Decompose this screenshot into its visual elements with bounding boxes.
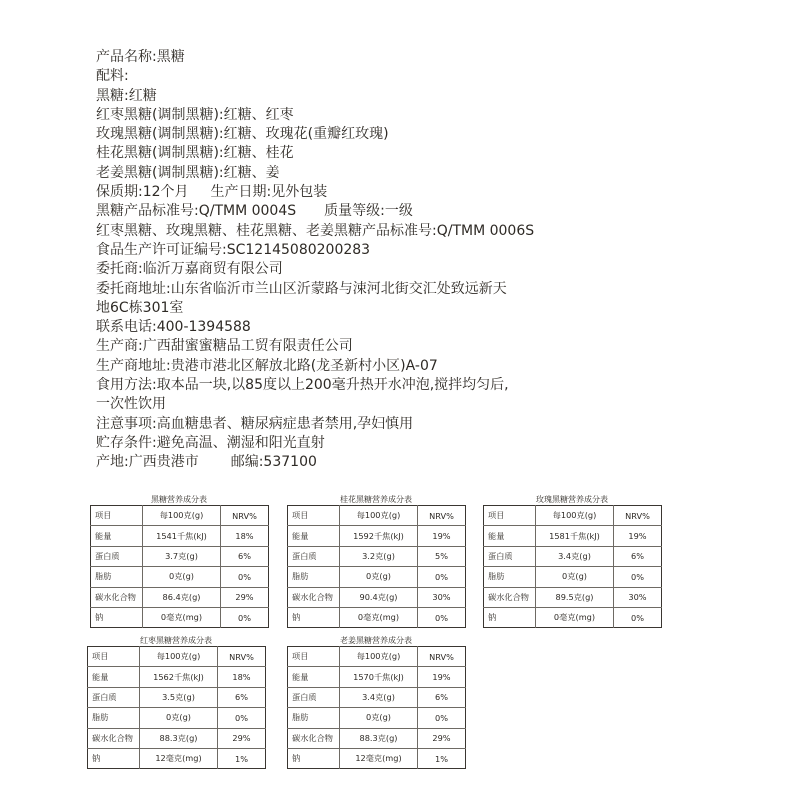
table-row — [484, 567, 662, 587]
value-cell: 89.5克(g) — [536, 587, 614, 607]
header-cell: 每100克(g) — [140, 647, 218, 667]
header-cell: 项目 — [488, 510, 505, 521]
value-cell: 0毫克(mg) — [143, 607, 221, 627]
table-row — [484, 607, 662, 627]
ingredient-line: 红枣黑糖(调制黑糖):红糖、红枣 — [96, 106, 294, 123]
value-cell: 0克(g) — [340, 567, 418, 587]
value-cell: 88.3克(g) — [340, 728, 418, 748]
manufacturer: 生产商:广西甜蜜蜜糖品工贸有限责任公司 — [96, 338, 353, 355]
item-cell: 蛋白质 — [288, 546, 340, 566]
value-cell: 1562千焦(kJ) — [140, 667, 218, 687]
nutrition-table-plain — [90, 494, 268, 628]
item-cell: 碳水化合物 — [288, 728, 340, 748]
value-cell: 12毫克(mg) — [340, 748, 418, 768]
table-row — [88, 687, 266, 707]
header-cell: 每100克(g) — [340, 506, 418, 526]
table-row — [288, 728, 466, 748]
nutrition-table — [287, 646, 466, 769]
table-row — [91, 526, 269, 546]
item-cell: 钠 — [484, 607, 536, 627]
header-cell: 项目 — [92, 651, 109, 662]
nutrition-table-jujube — [87, 635, 265, 769]
info-line: 红枣黑糖、玫瑰黑糖、桂花黑糖、老姜黑糖产品标准号:Q/TMM 0006S — [96, 222, 535, 239]
value-cell: 0克(g) — [143, 567, 221, 587]
nrv-cell: 0% — [418, 607, 466, 627]
nrv-cell: 1% — [418, 748, 466, 768]
item-cell: 碳水化合物 — [288, 587, 340, 607]
ingredient-line: 老姜黑糖(调制黑糖):红糖、姜 — [96, 164, 280, 181]
product-info — [96, 48, 656, 473]
table-header-row — [91, 506, 269, 526]
client-name: 委托商:临沂万嘉商贸有限公司 — [96, 261, 283, 278]
item-cell: 脂肪 — [88, 708, 140, 728]
nutrition-table — [87, 646, 266, 769]
header-cell: 项目 — [95, 510, 112, 521]
table-title: 桂花黑糖营养成分表 — [340, 495, 412, 504]
production-date: 生产日期:见外包装 — [210, 184, 328, 201]
nrv-cell: 29% — [418, 728, 466, 748]
header-cell: 项目 — [292, 510, 309, 521]
nrv-cell: 30% — [614, 587, 662, 607]
item-cell: 碳水化合物 — [91, 587, 143, 607]
table-row — [88, 708, 266, 728]
quality-grade: 质量等级:一级 — [324, 203, 413, 220]
item-cell: 脂肪 — [288, 567, 340, 587]
contact-phone: 联系电话:400-1394588 — [96, 319, 251, 336]
nrv-cell: 6% — [614, 546, 662, 566]
value-cell: 0毫克(mg) — [536, 607, 614, 627]
item-cell: 蛋白质 — [91, 546, 143, 566]
nrv-cell: 19% — [418, 667, 466, 687]
table-row — [91, 567, 269, 587]
value-cell: 0克(g) — [140, 708, 218, 728]
item-cell: 脂肪 — [484, 567, 536, 587]
value-cell: 1592千焦(kJ) — [340, 526, 418, 546]
header-cell: 项目 — [292, 651, 309, 662]
value-cell: 0毫克(mg) — [340, 607, 418, 627]
table-row — [288, 667, 466, 687]
item-cell: 钠 — [288, 607, 340, 627]
header-cell: NRV% — [418, 506, 466, 526]
table-row — [288, 526, 466, 546]
table-row — [91, 587, 269, 607]
item-cell: 脂肪 — [91, 567, 143, 587]
nrv-cell: 18% — [221, 526, 269, 546]
value-cell: 3.4克(g) — [536, 546, 614, 566]
table-header-row — [484, 506, 662, 526]
client-address-cont: 地6C栋301室 — [96, 299, 184, 316]
table-row — [91, 607, 269, 627]
table-row — [484, 526, 662, 546]
manufacturer-address: 生产商地址:贵港市港北区解放北路(龙圣新村小区)A-07 — [96, 357, 438, 374]
nrv-cell: 0% — [418, 567, 466, 587]
nrv-cell: 18% — [218, 667, 266, 687]
value-cell: 12毫克(mg) — [140, 748, 218, 768]
item-cell: 能量 — [91, 526, 143, 546]
nrv-cell: 6% — [218, 687, 266, 707]
header-cell: NRV% — [418, 647, 466, 667]
product-name: 产品名称:黑糖 — [96, 49, 185, 65]
nrv-cell: 0% — [614, 567, 662, 587]
value-cell: 1581千焦(kJ) — [536, 526, 614, 546]
ingredient-line: 黑糖:红糖 — [96, 87, 157, 104]
nrv-cell: 0% — [221, 567, 269, 587]
nrv-cell: 6% — [418, 687, 466, 707]
value-cell: 3.4克(g) — [340, 687, 418, 707]
item-cell: 钠 — [91, 607, 143, 627]
table-row — [88, 748, 266, 768]
table-row — [288, 687, 466, 707]
item-cell: 钠 — [88, 748, 140, 768]
table-row — [288, 546, 466, 566]
table-title: 老姜黑糖营养成分表 — [340, 636, 412, 645]
table-row — [484, 546, 662, 566]
value-cell: 90.4克(g) — [340, 587, 418, 607]
table-title: 玫瑰黑糖营养成分表 — [536, 495, 608, 504]
nrv-cell: 6% — [221, 546, 269, 566]
item-cell: 碳水化合物 — [484, 587, 536, 607]
table-header-row — [288, 647, 466, 667]
header-cell: 每100克(g) — [143, 506, 221, 526]
ingredients-heading: 配料: — [96, 68, 129, 85]
shelf-life: 保质期:12个月 — [96, 184, 189, 201]
ingredient-line: 桂花黑糖(调制黑糖):红糖、桂花 — [96, 145, 294, 162]
nutrition-table — [287, 505, 466, 628]
product-standard: 黑糖产品标准号:Q/TMM 0004S — [96, 203, 297, 220]
table-row — [484, 587, 662, 607]
nrv-cell: 0% — [418, 708, 466, 728]
header-cell: NRV% — [614, 506, 662, 526]
table-row — [88, 667, 266, 687]
table-title: 红枣黑糖营养成分表 — [140, 636, 212, 645]
nutrition-table — [483, 505, 662, 628]
nrv-cell: 29% — [221, 587, 269, 607]
storage-conditions: 贮存条件:避免高温、潮湿和阳光直射 — [96, 434, 325, 451]
license-number: 食品生产许可证编号:SC12145080200283 — [96, 241, 371, 258]
client-address: 委托商地址:山东省临沂市兰山区沂蒙路与涑河北街交汇处致远新天 — [96, 280, 507, 297]
item-cell: 钠 — [288, 748, 340, 768]
value-cell: 1541千焦(kJ) — [143, 526, 221, 546]
table-row — [288, 708, 466, 728]
nrv-cell: 1% — [218, 748, 266, 768]
table-header-row — [288, 506, 466, 526]
nrv-cell: 0% — [614, 607, 662, 627]
item-cell: 能量 — [484, 526, 536, 546]
nutrition-table — [90, 505, 269, 628]
table-row — [288, 607, 466, 627]
table-row — [288, 567, 466, 587]
usage-instructions-cont: 一次性饮用 — [96, 396, 166, 413]
header-cell: NRV% — [218, 647, 266, 667]
table-row — [88, 728, 266, 748]
table-title: 黑糖营养成分表 — [151, 495, 207, 504]
precautions: 注意事项:高血糖患者、糖尿病症患者禁用,孕妇慎用 — [96, 415, 414, 432]
nrv-cell: 0% — [218, 708, 266, 728]
item-cell: 能量 — [88, 667, 140, 687]
origin-row — [96, 453, 656, 472]
nutrition-table-osmanthus — [287, 494, 465, 628]
standard-row — [96, 202, 656, 221]
header-cell: 每100克(g) — [536, 506, 614, 526]
nrv-cell: 19% — [418, 526, 466, 546]
value-cell: 88.3克(g) — [140, 728, 218, 748]
header-cell: 每100克(g) — [340, 647, 418, 667]
nrv-cell: 5% — [418, 546, 466, 566]
table-row — [91, 546, 269, 566]
nutrition-table-rose — [483, 494, 661, 628]
postcode: 邮编:537100 — [230, 454, 317, 471]
nutrition-table-ginger — [287, 635, 465, 769]
item-cell: 蛋白质 — [288, 687, 340, 707]
value-cell: 3.5克(g) — [140, 687, 218, 707]
value-cell: 3.7克(g) — [143, 546, 221, 566]
value-cell: 3.2克(g) — [340, 546, 418, 566]
table-row — [288, 587, 466, 607]
nrv-cell: 29% — [218, 728, 266, 748]
shelf-life-row — [96, 183, 656, 202]
table-header-row — [88, 647, 266, 667]
nrv-cell: 19% — [614, 526, 662, 546]
value-cell: 0克(g) — [340, 708, 418, 728]
item-cell: 能量 — [288, 667, 340, 687]
table-row — [288, 748, 466, 768]
item-cell: 能量 — [288, 526, 340, 546]
item-cell: 碳水化合物 — [88, 728, 140, 748]
value-cell: 86.4克(g) — [143, 587, 221, 607]
nrv-cell: 30% — [418, 587, 466, 607]
header-cell: NRV% — [221, 506, 269, 526]
item-cell: 蛋白质 — [88, 687, 140, 707]
item-cell: 蛋白质 — [484, 546, 536, 566]
value-cell: 0克(g) — [536, 567, 614, 587]
nrv-cell: 0% — [221, 607, 269, 627]
usage-instructions: 食用方法:取本品一块,以85度以上200毫升热开水冲泡,搅拌均匀后, — [96, 377, 509, 394]
value-cell: 1570千焦(kJ) — [340, 667, 418, 687]
item-cell: 脂肪 — [288, 708, 340, 728]
origin: 产地:广西贵港市 — [96, 454, 199, 471]
ingredient-line: 玫瑰黑糖(调制黑糖):红糖、玫瑰花(重瓣红玫瑰) — [96, 126, 389, 143]
